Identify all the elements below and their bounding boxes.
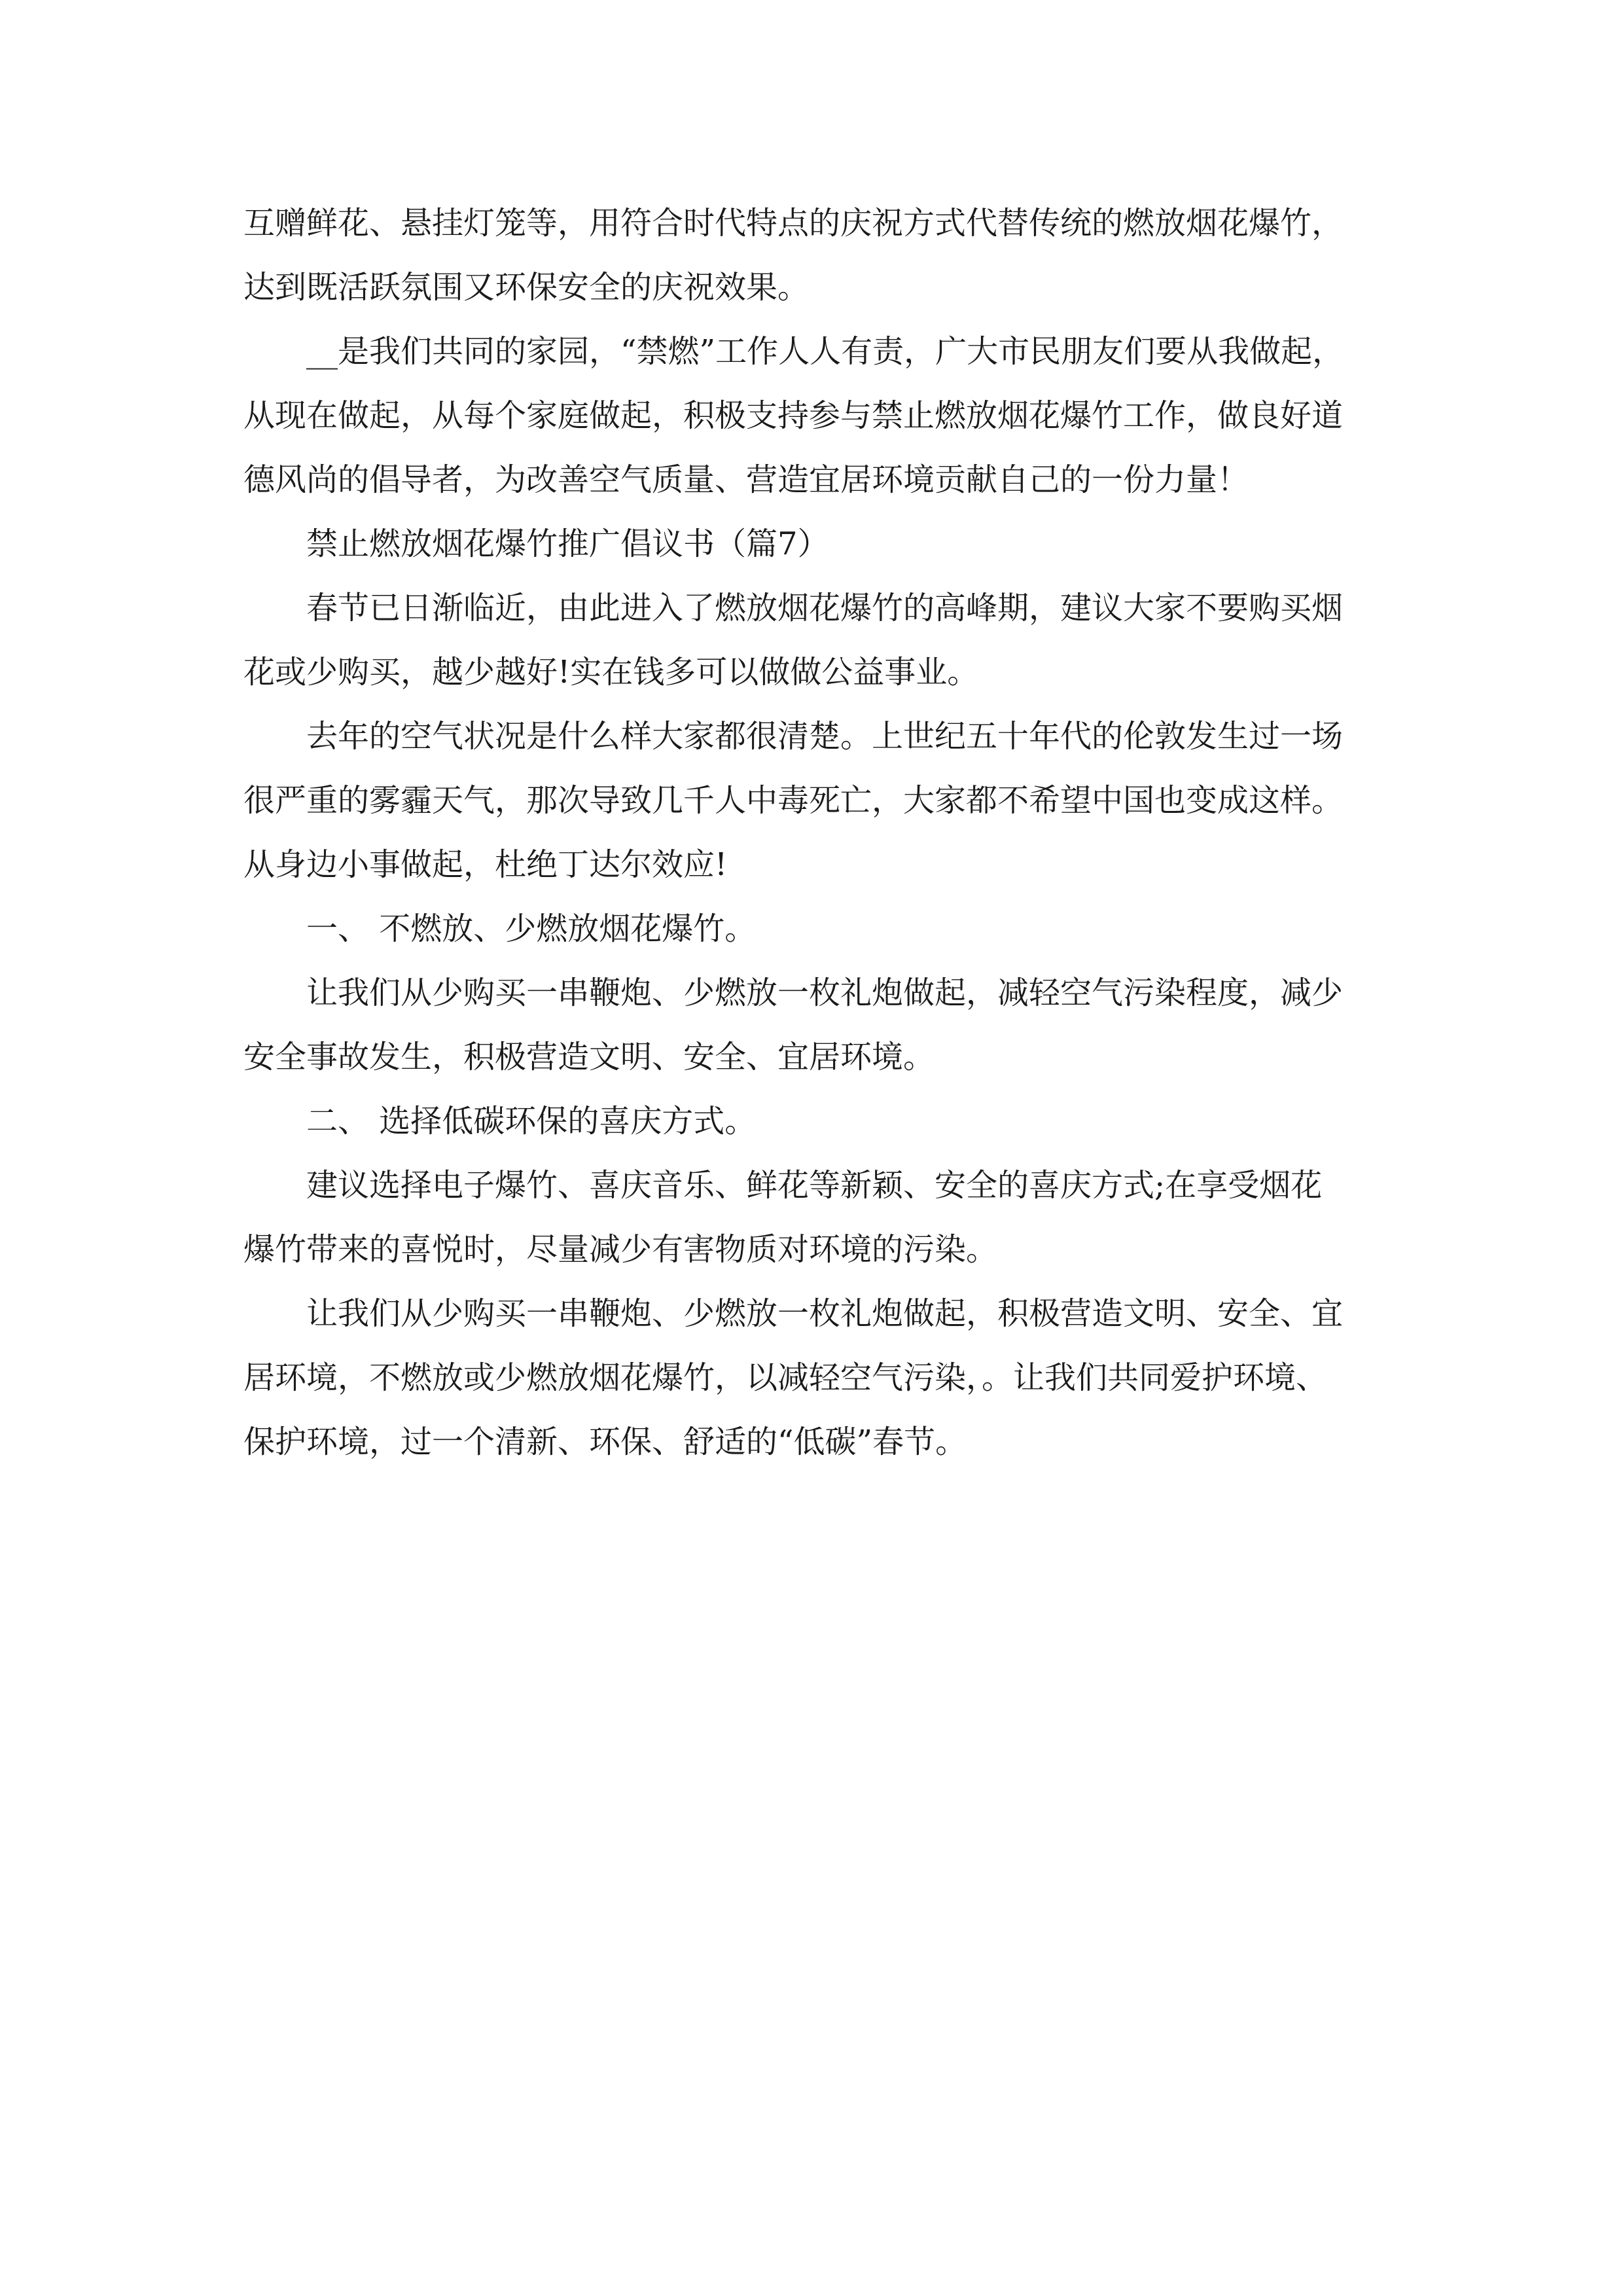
text-line: 居环境，不燃放或少燃放烟花爆竹，以减轻空气污染，。让我们共同爱护环境、: [243, 1359, 1328, 1396]
text-line: 很严重的雾霾天气，那次导致几千人中毒死亡，大家都不希望中国也变成这样。: [243, 782, 1344, 819]
text-line: 爆竹带来的喜悦时，尽量减少有害物质对环境的污染。: [243, 1231, 998, 1268]
text-line: 保护环境，过一个清新、环保、舒适的“低碳”春节。: [243, 1424, 967, 1460]
text-line: 达到既活跃氛围又环保安全的庆祝效果。: [243, 269, 810, 306]
text-line: 让我们从少购买一串鞭炮、少燃放一枚礼炮做起，积极营造文明、安全、宜: [306, 1295, 1344, 1332]
body-text: [243, 191, 1394, 1474]
text-line: 春节已日渐临近，由此进入了燃放烟花爆竹的高峰期，建议大家不要购买烟: [306, 590, 1344, 626]
text-line: 从现在做起，从每个家庭做起，积极支持参与禁止燃放烟花爆竹工作，做良好道: [243, 397, 1344, 434]
list-heading-1: 一、 不燃放、少燃放烟花爆竹。: [306, 910, 757, 947]
text-line: 去年的空气状况是什么样大家都很清楚。上世纪五十年代的伦敦发生过一场: [306, 718, 1344, 755]
text-line: 花或少购买，越少越好!实在钱多可以做做公益事业。: [243, 654, 979, 691]
text-line: 让我们从少购买一串鞭炮、少燃放一枚礼炮做起，减轻空气污染程度，减少: [306, 975, 1344, 1011]
text-line: 从身边小事做起，杜绝丁达尔效应!: [243, 846, 728, 883]
text-line: 互赠鲜花、悬挂灯笼等，用符合时代特点的庆祝方式代替传统的燃放烟花爆竹，: [243, 205, 1344, 242]
text-line: __是我们共同的家园，“禁燃”工作人人有责，广大市民朋友们要从我做起，: [306, 333, 1344, 370]
text-line: 建议选择电子爆竹、喜庆音乐、鲜花等新颖、安全的喜庆方式;在享受烟花: [306, 1167, 1323, 1204]
section-heading: 禁止燃放烟花爆竹推广倡议书（篇7）: [306, 526, 829, 562]
text-line: 德风尚的倡导者，为改善空气质量、营造宜居环境贡献自己的一份力量！: [243, 461, 1249, 498]
text-line: 安全事故发生，积极营造文明、安全、宜居环境。: [243, 1039, 935, 1075]
list-heading-2: 二、 选择低碳环保的喜庆方式。: [306, 1103, 757, 1139]
